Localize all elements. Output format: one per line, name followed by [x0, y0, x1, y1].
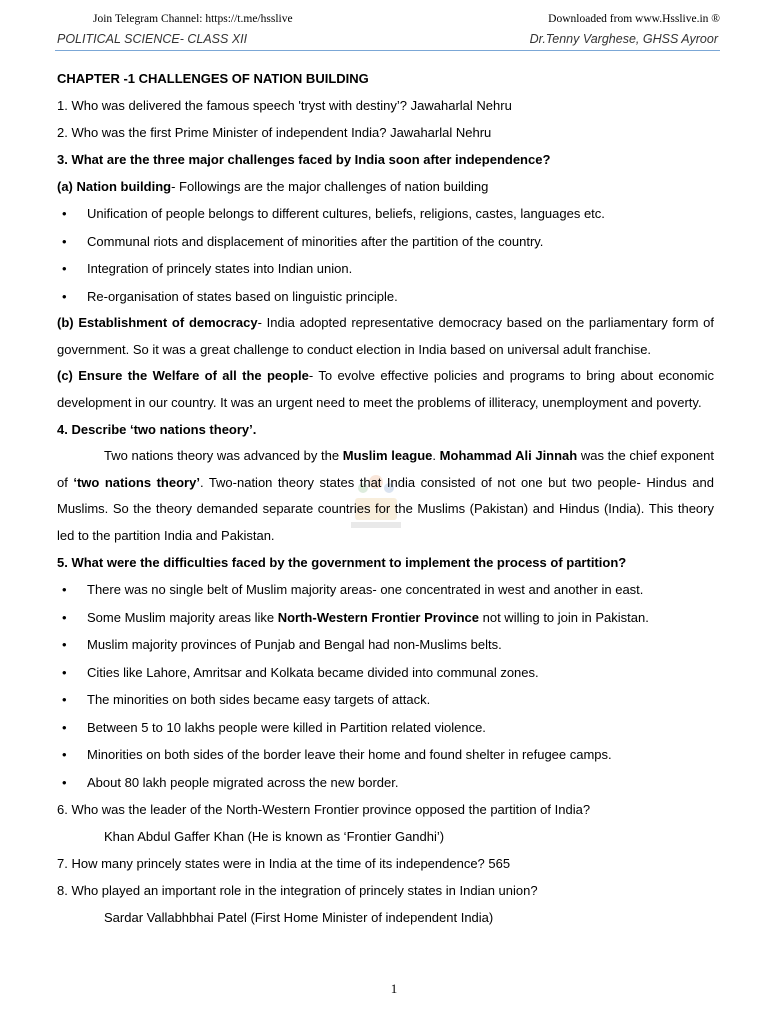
muslim-league-text: Muslim league — [342, 448, 433, 463]
challenge-b-paragraph — [57, 310, 714, 363]
list-item: • Unification of people belongs to different cultures, beliefs, religions, castes, languages etc. — [57, 200, 714, 228]
question-2: 2. Who was the first Prime Minister of independent India? Jawaharlal Nehru — [57, 125, 492, 140]
nwfp-text: North-Western Frontier Province — [277, 609, 480, 625]
challenge-a-heading — [57, 173, 714, 200]
list-item: • There was no single belt of Muslim majority areas- one concentrated in west and another in east. — [57, 576, 714, 604]
two-nations-paragraph — [57, 443, 714, 549]
download-source-text: Downloaded from www.Hsslive.in ® — [548, 13, 720, 25]
list-item: • Communal riots and displacement of minorities after the partition of the country. — [57, 228, 714, 256]
text-run: not willing to join in Pakistan. — [479, 609, 649, 625]
two-nations-theory-text: ‘two nations theory’ — [73, 474, 200, 490]
question-3: 3. What are the three major challenges faced by India soon after independence? — [57, 152, 551, 167]
list-item: • Integration of princely states into Indian union. — [57, 255, 714, 283]
text-run: Some Muslim majority areas like — [87, 609, 278, 625]
jinnah-text: Mohammad Ali Jinnah — [439, 448, 578, 463]
text-run: was the chief exponent of — [57, 448, 714, 490]
top-header — [93, 13, 720, 25]
question-8: 8. Who played an important role in the integration of princely states in Indian union? — [57, 883, 538, 898]
subject-class-text: POLITICAL SCIENCE- CLASS XII — [57, 32, 248, 46]
list-item — [57, 604, 714, 632]
text-run: . Two-nation theory states that India consisted of not one but two people- Hindus and Muslims. So the theory demanded separate countries for the Muslims (Pakistan) and Hindus (India). This theory led to the partition India and Pakistan. — [57, 474, 714, 543]
text-run: . — [432, 448, 440, 463]
challenge-b-title: Establishment of democracy — [78, 315, 258, 330]
list-item: • Re-organisation of states based on linguistic principle. — [57, 283, 714, 311]
challenge-a-label: (a) — [57, 179, 77, 194]
text-run: Two nations theory was advanced by the — [104, 448, 343, 463]
challenge-c-title: Ensure the Welfare of all the people — [78, 368, 309, 383]
question-6: 6. Who was the leader of the North-Western Frontier province opposed the partition of India? — [57, 802, 591, 817]
challenge-c-label: (c) — [57, 368, 79, 383]
header-divider — [55, 50, 720, 51]
challenge-a-title: Nation building — [76, 179, 172, 194]
challenge-a-desc: - Followings are the major challenges of nation building — [171, 179, 489, 194]
author-text: Dr.Tenny Varghese, GHSS Ayroor — [529, 32, 718, 46]
question-4: 4. Describe ‘two nations theory’. — [57, 422, 257, 437]
document-body — [57, 65, 714, 931]
question-7: 7. How many princely states were in India at the time of its independence? 565 — [57, 856, 511, 871]
page-number: 1 — [390, 981, 398, 996]
challenge-b-label: (b) — [57, 315, 79, 330]
question-1: 1. Who was delivered the famous speech 'tryst with destiny’? Jawaharlal Nehru — [57, 98, 512, 113]
challenge-b-desc: - India adopted representative democracy based on the parliamentary form of government. So it was a great challenge to conduct election in India based on universal adult franchise. — [57, 315, 715, 357]
chapter-title: CHAPTER -1 CHALLENGES OF NATION BUILDING — [57, 71, 369, 86]
list-item: • Between 5 to 10 lakhs people were killed in Partition related violence. — [57, 714, 714, 742]
list-item: • Cities like Lahore, Amritsar and Kolkata became divided into communal zones. — [57, 659, 714, 687]
challenge-c-desc: - To evolve effective policies and programs to bring about economic development in our country. It was an urgent need to meet the problems of illiteracy, unemployment and poverty. — [57, 368, 715, 410]
list-item: • Muslim majority provinces of Punjab and Bengal had non-Muslims belts. — [57, 631, 714, 659]
list-item: • Minorities on both sides of the border leave their home and found shelter in refugee camps. — [57, 741, 714, 769]
answer-6: Khan Abdul Gaffer Khan (He is known as ‘Frontier Gandhi’) — [104, 829, 445, 844]
question-5: 5. What were the difficulties faced by the government to implement the process of partition? — [57, 555, 627, 570]
list-item: • The minorities on both sides became easy targets of attack. — [57, 686, 714, 714]
document-subheader — [57, 32, 718, 46]
list-item: • About 80 lakh people migrated across the new border. — [57, 769, 714, 797]
answer-8: Sardar Vallabhbhai Patel (First Home Minister of independent India) — [104, 910, 494, 925]
challenge-c-paragraph — [57, 363, 714, 416]
telegram-channel-text: Join Telegram Channel: https://t.me/hsslive — [93, 13, 293, 25]
